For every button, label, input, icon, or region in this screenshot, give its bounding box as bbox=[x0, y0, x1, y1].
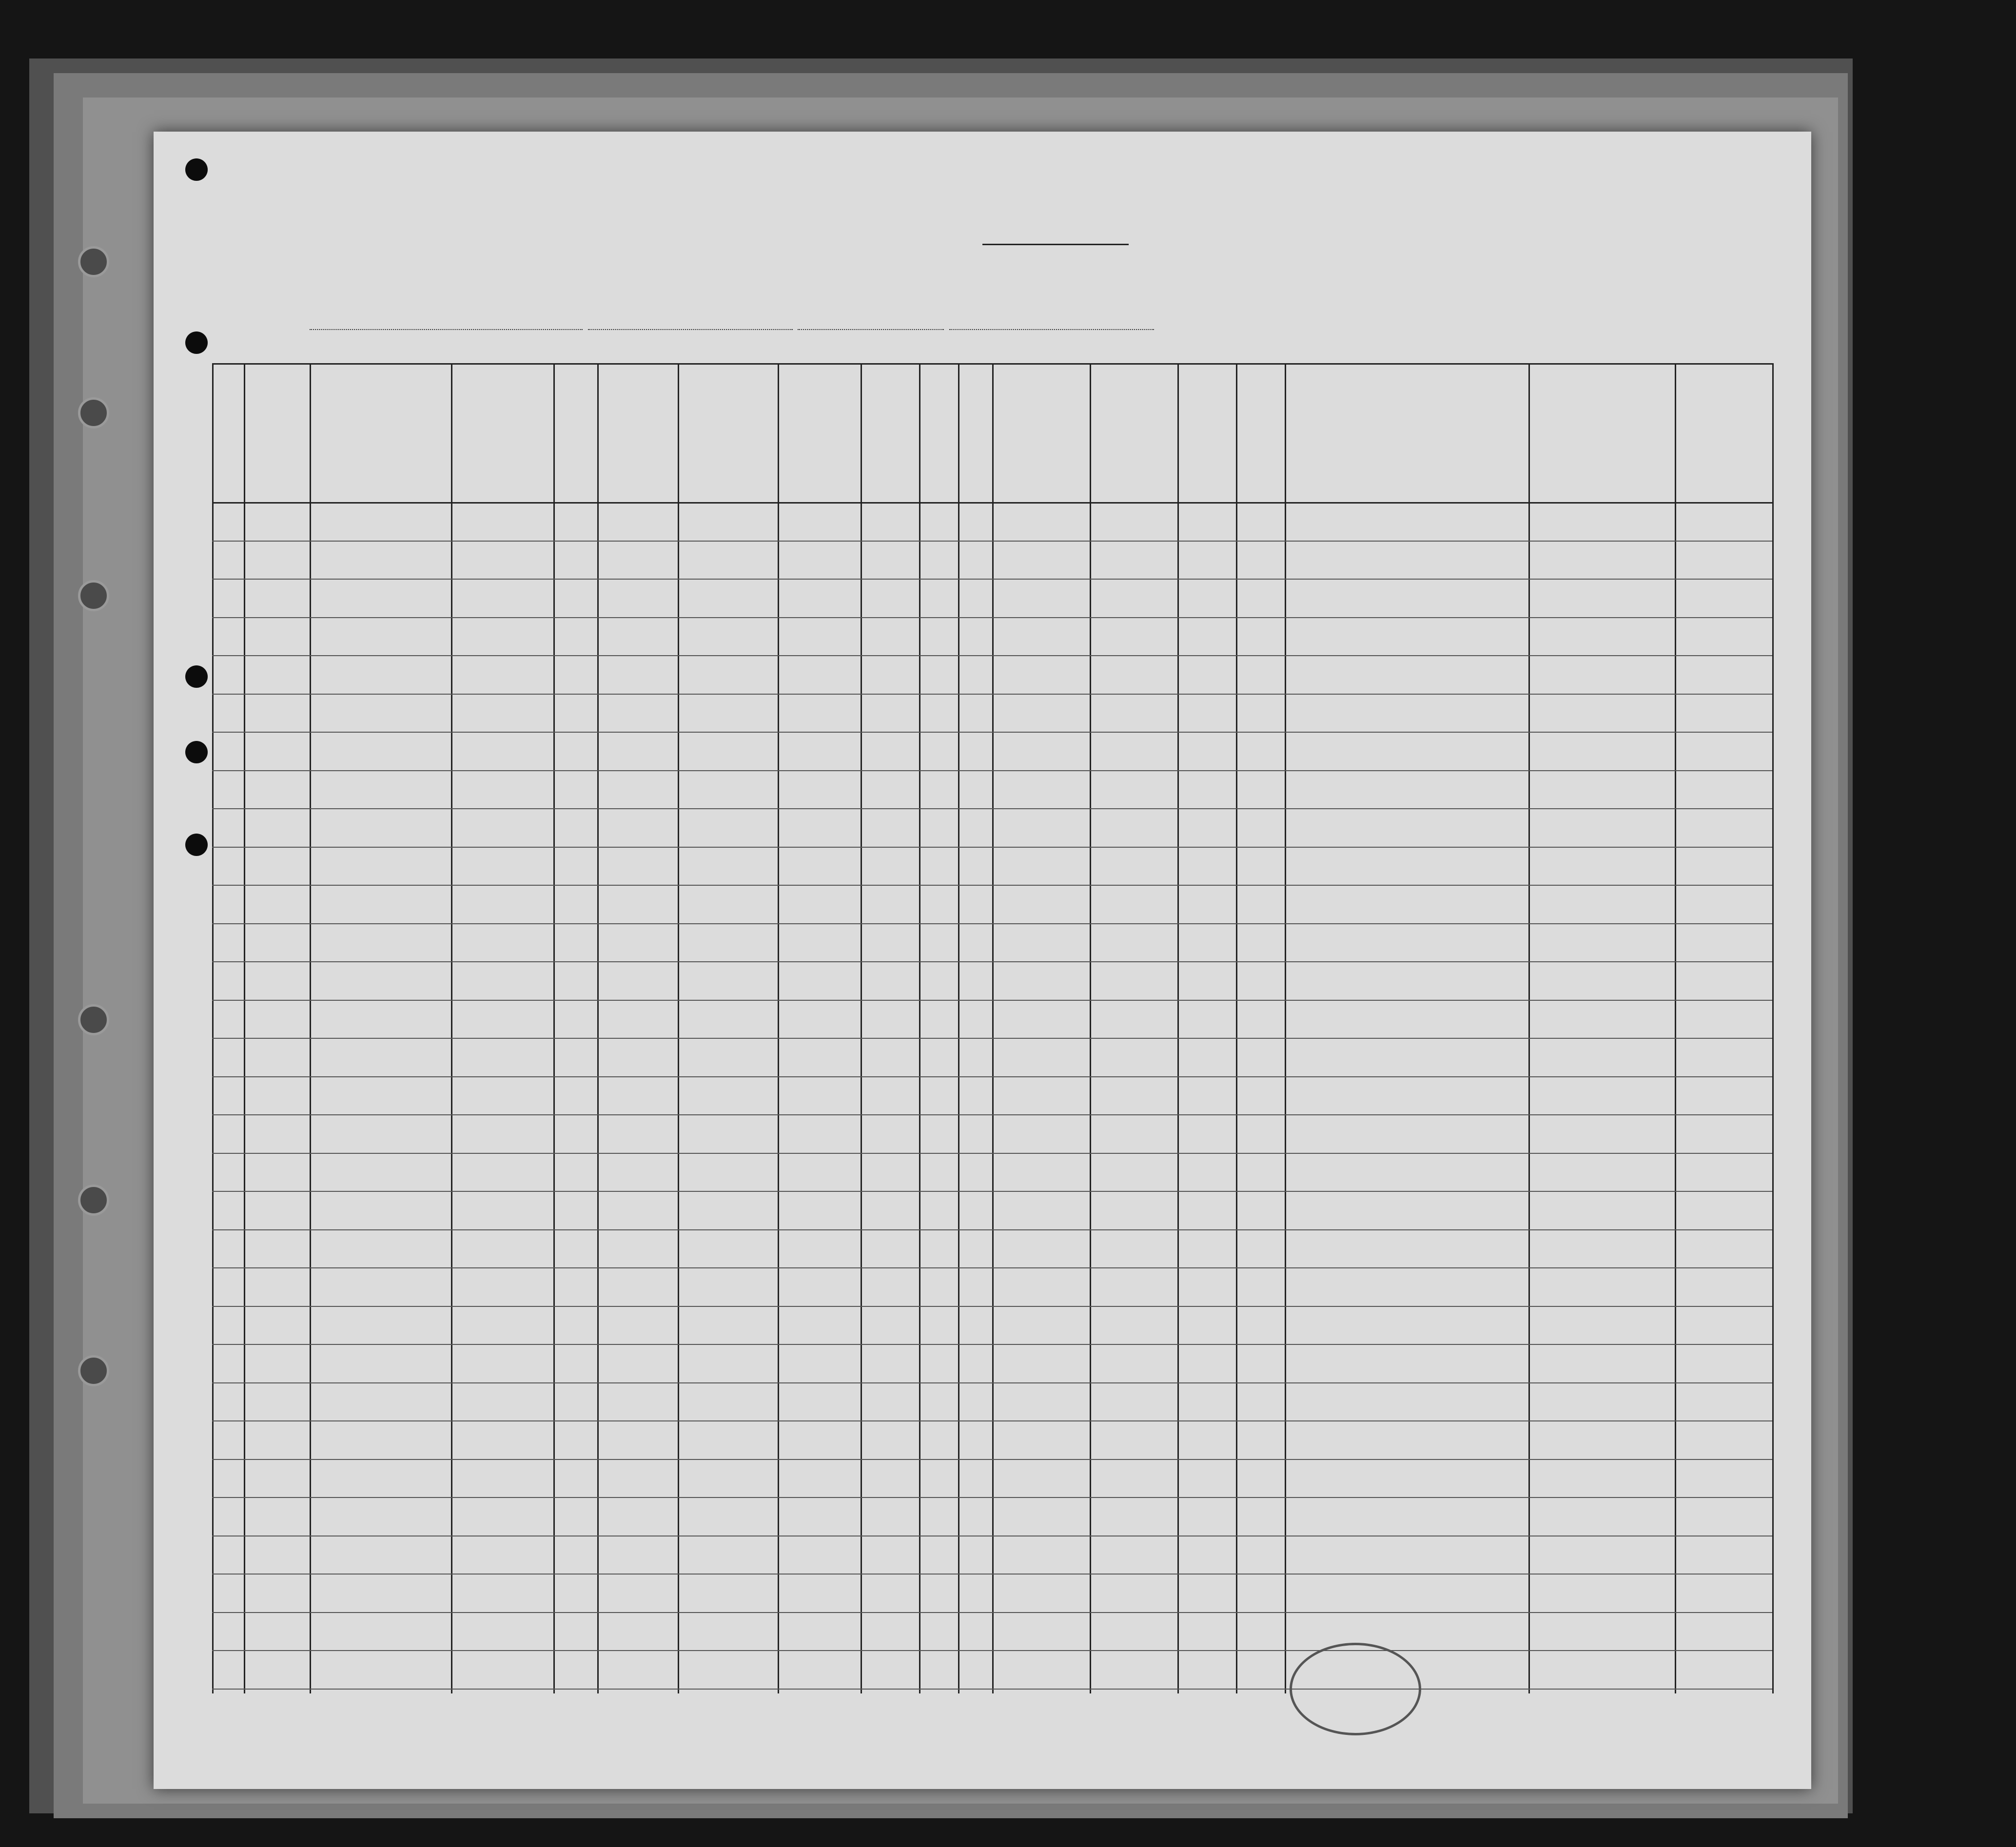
row-rule bbox=[212, 732, 1772, 733]
row-rule bbox=[212, 1000, 1772, 1001]
row-rule bbox=[212, 885, 1772, 886]
crew-table bbox=[212, 346, 1772, 1760]
binder-hole bbox=[78, 397, 109, 428]
row-rule bbox=[212, 1114, 1772, 1115]
row-rule bbox=[212, 1038, 1772, 1039]
row-rule bbox=[212, 1382, 1772, 1383]
footer-agents bbox=[217, 1723, 236, 1734]
punch-hole bbox=[185, 331, 208, 354]
header-rule bbox=[212, 502, 1772, 504]
vessel-line bbox=[310, 307, 1782, 336]
row-rule bbox=[212, 1497, 1772, 1498]
column-divider bbox=[778, 363, 779, 1693]
column-divider bbox=[678, 363, 679, 1693]
row-rule bbox=[212, 541, 1772, 542]
from-port bbox=[949, 329, 1154, 330]
binder-hole bbox=[78, 246, 109, 277]
row-rule bbox=[212, 1344, 1772, 1345]
punch-hole bbox=[185, 665, 208, 688]
column-divider bbox=[553, 363, 555, 1693]
row-rule bbox=[212, 617, 1772, 618]
column-divider bbox=[1177, 363, 1179, 1693]
row-rule bbox=[212, 1689, 1772, 1690]
vessel-name bbox=[310, 329, 583, 330]
punch-hole bbox=[185, 741, 208, 763]
row-rule bbox=[212, 923, 1772, 924]
column-divider bbox=[1675, 363, 1676, 1693]
row-rule bbox=[212, 847, 1772, 848]
column-divider bbox=[958, 363, 959, 1693]
inspector-stamp bbox=[1290, 1643, 1421, 1735]
column-divider bbox=[1772, 363, 1774, 1693]
column-divider bbox=[919, 363, 920, 1693]
header-rule bbox=[212, 363, 1772, 365]
binder-hole bbox=[78, 580, 109, 611]
arriving-port bbox=[588, 329, 793, 330]
arrival-date bbox=[798, 329, 944, 330]
column-divider bbox=[212, 363, 214, 1693]
column-divider bbox=[992, 363, 994, 1693]
sheet-number bbox=[1616, 185, 1626, 212]
punch-hole bbox=[185, 158, 208, 181]
row-rule bbox=[212, 655, 1772, 656]
binder-hole bbox=[78, 1004, 109, 1035]
row-rule bbox=[212, 770, 1772, 771]
row-rule bbox=[212, 1229, 1772, 1230]
row-rule bbox=[212, 1153, 1772, 1154]
row-rule bbox=[212, 1459, 1772, 1460]
row-rule bbox=[212, 1574, 1772, 1575]
column-divider bbox=[861, 363, 862, 1693]
row-rule bbox=[212, 694, 1772, 695]
title-underline bbox=[982, 244, 1129, 245]
row-rule bbox=[212, 1612, 1772, 1613]
row-rule bbox=[212, 1076, 1772, 1077]
column-divider bbox=[1528, 363, 1530, 1693]
footer-owners bbox=[217, 1704, 241, 1717]
manifest-sheet bbox=[154, 132, 1811, 1789]
column-divider bbox=[1090, 363, 1091, 1693]
column-divider bbox=[1236, 363, 1237, 1693]
row-rule bbox=[212, 1306, 1772, 1307]
row-rule bbox=[212, 1267, 1772, 1268]
row-rule bbox=[212, 1420, 1772, 1421]
row-rule bbox=[212, 1191, 1772, 1192]
footer-line-row bbox=[217, 1667, 295, 1678]
row-rule bbox=[212, 1650, 1772, 1651]
row-rule bbox=[212, 961, 1772, 962]
column-divider bbox=[451, 363, 452, 1693]
column-divider bbox=[597, 363, 599, 1693]
column-divider bbox=[1285, 363, 1286, 1693]
row-rule bbox=[212, 808, 1772, 809]
punch-hole bbox=[185, 834, 208, 856]
binder-hole bbox=[78, 1355, 109, 1386]
column-divider bbox=[310, 363, 311, 1693]
binder-hole bbox=[78, 1185, 109, 1216]
column-divider bbox=[244, 363, 245, 1693]
row-rule bbox=[212, 579, 1772, 580]
